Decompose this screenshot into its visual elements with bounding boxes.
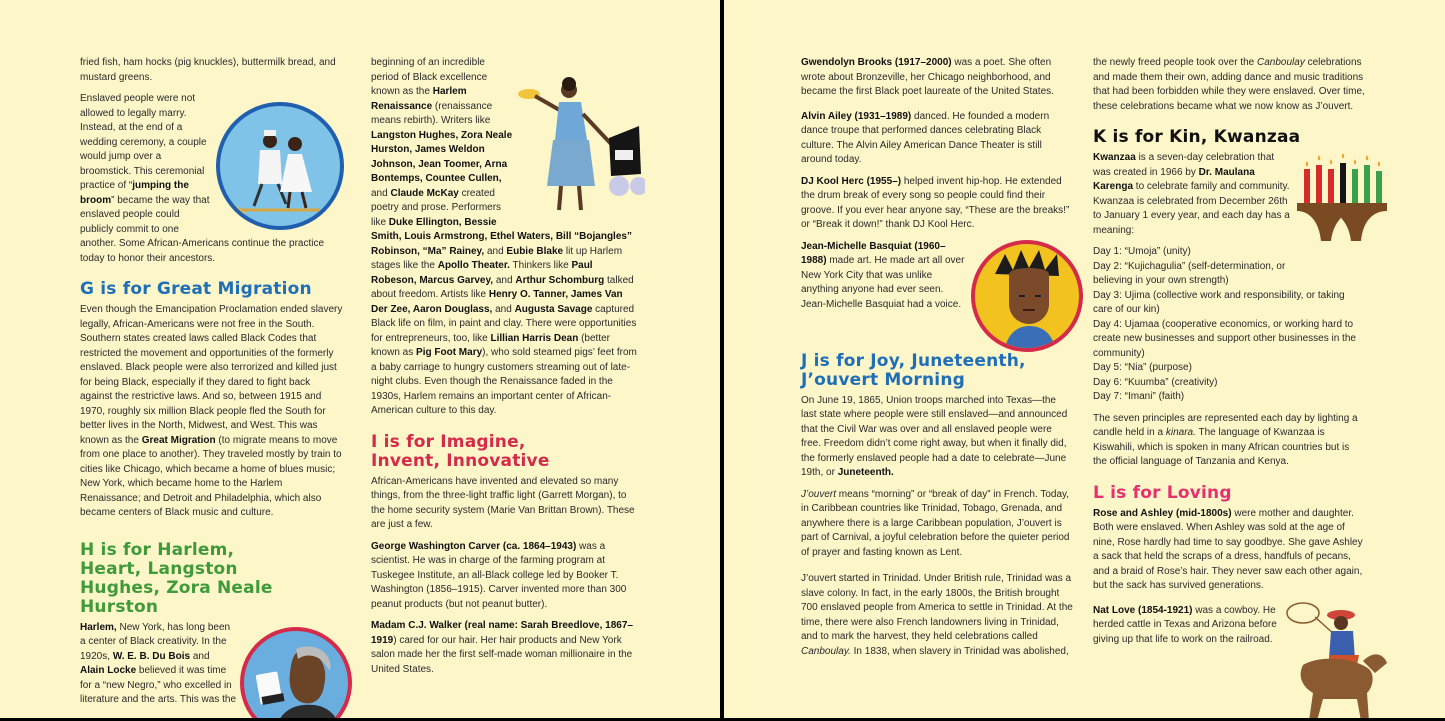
walker-text: ) cared for our hair. Her hair products and New York salon made her the first self-made woman millionaire in the United States.	[371, 634, 633, 675]
canboulay-text-b: celebrations and made them their own, adding dance and music traditions that had been forbidden while they were enslaved. Over time, these celebrations became what we now know as J’ouvert.	[1093, 57, 1365, 112]
cowboy-illustration	[1283, 595, 1393, 719]
migration-text-b: (to migrate means to move from one place to another). They traveled mostly by train to cities like Chicago, which became a home of blues music; New York, which became home to the Harlem Renaissance; and Detroit and Philadelphia, which also became centers of Black music and culture.	[80, 434, 342, 518]
basquiat-bold: Jean-Michelle Basquiat (1960–1988)	[801, 240, 946, 266]
carver-paragraph	[371, 540, 639, 613]
kinara-illustration	[1293, 151, 1389, 261]
ailey-bold: Alvin Ailey (1931–1989)	[801, 110, 912, 122]
trinidad-text-2: In 1838, when slavery in Trinidad was abolished,	[850, 645, 1069, 657]
trinidad-text: J’ouvert started in Trinidad. Under British rule, Trinidad was a slave colony. In fact, in the early 1800s, the British brought 700 enslaved people from America to settle in Trinidad. At the time, there were also French landowners living in Trinidad, and to mark the harvest, they held celebrations called	[801, 573, 1073, 642]
kwanzaa-day: Day 1: “Umoja” (unity)	[1093, 246, 1191, 257]
hr-text-k: lit up Harlem stages like the	[371, 245, 623, 271]
migration-bold: Great Migration	[141, 434, 216, 446]
migration-text-a: Even though the Emancipation Proclamation ended slavery legally, African-Americans were not free in the South. Southern states created laws called Black Codes that restricted the movement and opportunities of the formerly enslaved. Black people were also terrorized and killed just for being Black, especially if they dared to fight back against the restrictive laws. And so, between 1915 and 1970, roughly six million Black people fled the South for better lives in the North, Midwest, and West. This was known as the	[80, 304, 343, 446]
broom-text-a: Enslaved people were not allowed to legally marry. Instead, at the end of a wedding ceremony, a couple would jump over a broomstick. This ceremonial practice of “	[80, 93, 207, 191]
carver-text: was a scientist. He was in charge of the farming program at Tuskegee Institute, an all-Black college led by Booker T. Washington (1856–1915). Carver invented more than 300 peanut products (but not peanut butter).	[371, 540, 627, 610]
kwanzaa-text-1: is a seven-day celebration that was created in 1966 by	[1093, 152, 1275, 178]
kwanzaa-day: Day 6: “Kuumba” (creativity)	[1093, 376, 1218, 388]
pig-foot-mary-illustration	[517, 74, 645, 224]
hr-bold-l: Apollo Theater.	[437, 260, 510, 271]
hr-bold-j: Eubie Blake	[506, 245, 564, 257]
heading-j: J is for Joy, Juneteenth, J’ouvert Morning	[801, 350, 1026, 390]
hr-bold-p: Arthur Schomburg	[515, 274, 605, 286]
heading-g: G is for Great Migration	[80, 279, 312, 299]
jumping-broom-illustration	[216, 102, 344, 230]
great-migration-paragraph	[80, 303, 344, 521]
rose-bold: Rose and Ashley (mid-1800s)	[1093, 507, 1232, 519]
kinara-italic: kinara.	[1165, 427, 1196, 438]
heading-i: I is for Imagine, Invent, Innovative	[371, 431, 550, 471]
hr-text-y: ), who sold steamed pigs’ feet from a baby carriage to hungry customers streaming out of late-night clubs. Even though the Renaissance faded in the 1930s, Harlem remains an important center of African-American culture to this day.	[371, 347, 637, 416]
walker-bold: Madam C.J. Walker (real name: Sarah Breedlove, 1867–1919	[371, 620, 633, 646]
broom-bold: jumping the broom	[80, 180, 189, 206]
hr-text-e: and	[371, 187, 391, 199]
trinidad-paragraph	[801, 572, 1073, 659]
locke-bold: Alain Locke	[80, 665, 137, 676]
walker-paragraph	[371, 619, 639, 677]
ailey-text: danced. He founded a modern dance troupe that performed dances celebrating Black culture. The Alvin Ailey American Dance Theater is still around today.	[801, 110, 1050, 165]
intro-paragraph: fried fish, ham hocks (pig knuckles), buttermilk bread, and mustard greens.	[80, 57, 336, 83]
hr-text-m: Thinkers like	[509, 260, 572, 271]
herc-paragraph	[801, 175, 1073, 233]
left-column-2	[371, 56, 639, 684]
hr-bold-t: Augusta Savage	[514, 303, 593, 315]
hr-text-g: created poetry and prose. Performers like	[371, 187, 502, 228]
hr-text-i: and	[484, 245, 507, 257]
hr-text-a: beginning of an incredible period of Black excellence known as the	[371, 57, 488, 97]
right-column-2	[1093, 56, 1365, 718]
hr-text-u: captured Black life on film, in paint and clay. There were opportunities for entrepreneurs, too, like	[371, 303, 637, 344]
trinidad-italic: Canboulay.	[801, 645, 851, 657]
nat-love-bold: Nat Love (1854-1921)	[1093, 604, 1193, 616]
principles-text-a: The seven principles are represented each day by lighting a candle held in a	[1093, 412, 1358, 438]
canboulay-text-a: the newly freed people took over the	[1093, 57, 1257, 68]
karenga-bold: Dr. Maulana Karenga	[1093, 166, 1255, 192]
kwanzaa-days-list	[1093, 245, 1365, 405]
hr-text-o: and	[493, 274, 516, 286]
kwanzaa-day: Day 3: Ujima (collective work and responsibility, or taking care of our kin)	[1093, 289, 1345, 315]
right-column-1	[801, 56, 1073, 666]
basquiat-portrait-illustration	[971, 240, 1083, 352]
kwanzaa-day: Day 5: “Nia” (purpose)	[1093, 362, 1192, 373]
kwanzaa-day: Day 7: “Imani” (faith)	[1093, 391, 1185, 402]
hr-bold-b: Harlem Renaissance	[371, 86, 467, 112]
brooks-text: was a poet. She often wrote about Bronzeville, her Chicago neighborhood, and became the first Black poet laureate of the United States.	[801, 57, 1054, 97]
left-page	[0, 0, 720, 718]
hr-bold-r: Henry O. Tanner, James Van Der Zee, Aaron Douglass,	[371, 289, 623, 315]
basquiat-text: made art. He made art all over New York City that was unlike anything anyone had ever seen. Jean-Michelle Basquiat had a voice.	[801, 255, 965, 310]
hr-bold-d: Langston Hughes, Zora Neale Hurston, James Weldon Johnson, Jean Toomer, Arna Bontemps, Countee Cullen,	[371, 129, 513, 184]
kwanzaa-bold: Kwanzaa	[1093, 152, 1136, 163]
left-column-1	[80, 56, 344, 718]
rose-text: were mother and daughter. Both were enslaved. When Ashley was sold at the age of nine, Rose hardly had time to say goodbye. She gave Ashley a sack that held the scraps of a dress, handfuls of pecans, and a braid of Rose’s hair. They never saw each other again, but the sack has survived generations.	[1093, 507, 1363, 591]
hr-bold-h: Duke Ellington, Bessie Smith, Louis Armstrong, Ethel Waters, Bill “Bojangles” Robinson, “Ma” Rainey,	[371, 216, 632, 257]
hr-bold-f: Claude McKay	[390, 187, 459, 199]
kwanzaa-day: Day 2: “Kujichagulia” (self-determination, or believing in your own strength)	[1093, 260, 1286, 286]
brooks-paragraph	[801, 56, 1073, 100]
hr-bold-x: Pig Foot Mary	[416, 347, 483, 358]
dubois-bold: W. E. B. Du Bois	[112, 650, 191, 662]
hr-bold-n: Paul Robeson, Marcus Garvey,	[371, 260, 593, 286]
kwanzaa-day: Day 4: Ujamaa (cooperative economics, or working hard to create new businesses and support other businesses in the community)	[1093, 318, 1356, 359]
rose-ashley-paragraph	[1093, 507, 1365, 594]
june-bold: Juneteenth.	[837, 467, 894, 478]
hr-text-c: (renaissance means rebirth). Writers like	[371, 100, 493, 126]
jouvert-text: means “morning” or “break of day” in French. Today, in Caribbean countries like Trinidad, Tobago, Grenada, and anywhere there is a large Caribbean population, J’ouvert is part of Carnival, a joyful celebration before the quieter period of prayer and fasting known as Lent.	[801, 488, 1070, 558]
herc-bold: DJ Kool Herc (1955–)	[801, 175, 902, 187]
harlem-text-1: New York, has long been a center of Black creativity. In the 1920s,	[80, 621, 231, 662]
heading-k: K is for Kin, Kwanzaa	[1093, 127, 1301, 147]
heading-l: L is for Loving	[1093, 482, 1232, 503]
invent-paragraph: African-Americans have invented and elevated so many things, from the three-light traffic light (Garrett Morgan), to the home security system (Marie Van Brittan Brown). These are just a few.	[371, 475, 635, 530]
hr-text-w: (better known as	[371, 332, 611, 358]
broom-text-b: ” became the way that enslaved people could publicly commit to one another. Some African-Americans continue the practice today to honor their ancestors.	[80, 194, 325, 264]
hr-text-q: talked about freedom. Artists like	[371, 274, 634, 300]
ailey-paragraph	[801, 110, 1073, 168]
juneteenth-paragraph	[801, 394, 1073, 481]
canboulay-paragraph	[1093, 56, 1365, 114]
brooks-bold: Gwendolyn Brooks (1917–2000)	[801, 57, 952, 68]
june-text: On June 19, 1865, Union troops marched into Texas—the last state where people were still enslaved—and announced that the Civil War was over and all enslaved people were free. Freedom didn’t come right away, but when it finally did, the formerly enslaved people had a date to celebrate—June 19th, or	[801, 394, 1068, 478]
jouvert-italic: J’ouvert	[801, 488, 837, 500]
harlem-text-2: and	[190, 650, 210, 662]
heading-h: H is for Harlem, Heart, Langston Hughes, Zora Neale Hurston	[80, 539, 273, 617]
jouvert-paragraph	[801, 488, 1073, 561]
nat-love-text: was a cowboy. He herded cattle in Texas and Arizona before giving up that life to work on the railroad.	[1093, 604, 1277, 645]
right-page	[724, 0, 1445, 718]
canboulay-italic: Canboulay	[1257, 57, 1305, 68]
harlem-bold: Harlem,	[80, 621, 117, 633]
hr-text-s: and	[492, 303, 515, 315]
hr-bold-v: Lillian Harris Dean	[490, 332, 579, 344]
kwanzaa-text-2: to celebrate family and community. Kwanzaa is celebrated from December 26th to January 1 every year, and each day has a meaning:	[1093, 181, 1290, 236]
carver-bold: George Washington Carver (ca. 1864–1943)	[371, 540, 577, 552]
principles-paragraph	[1093, 412, 1365, 470]
herc-text: helped invent hip-hop. He extended the drum break of every song so people could find their groove. If you ever hear anyone say, “These are the breaks!” or “Break it down!” thank DJ Kool Herc.	[801, 175, 1070, 230]
principles-text-b: The language of Kwanzaa is Kiswahili, which is spoken in many African countries but is the official language of Tanzania and Kenya.	[1093, 427, 1350, 467]
harlem-text-3: believed it was time for a “new Negro,” who excelled in literature and the arts. This was the	[80, 665, 237, 705]
